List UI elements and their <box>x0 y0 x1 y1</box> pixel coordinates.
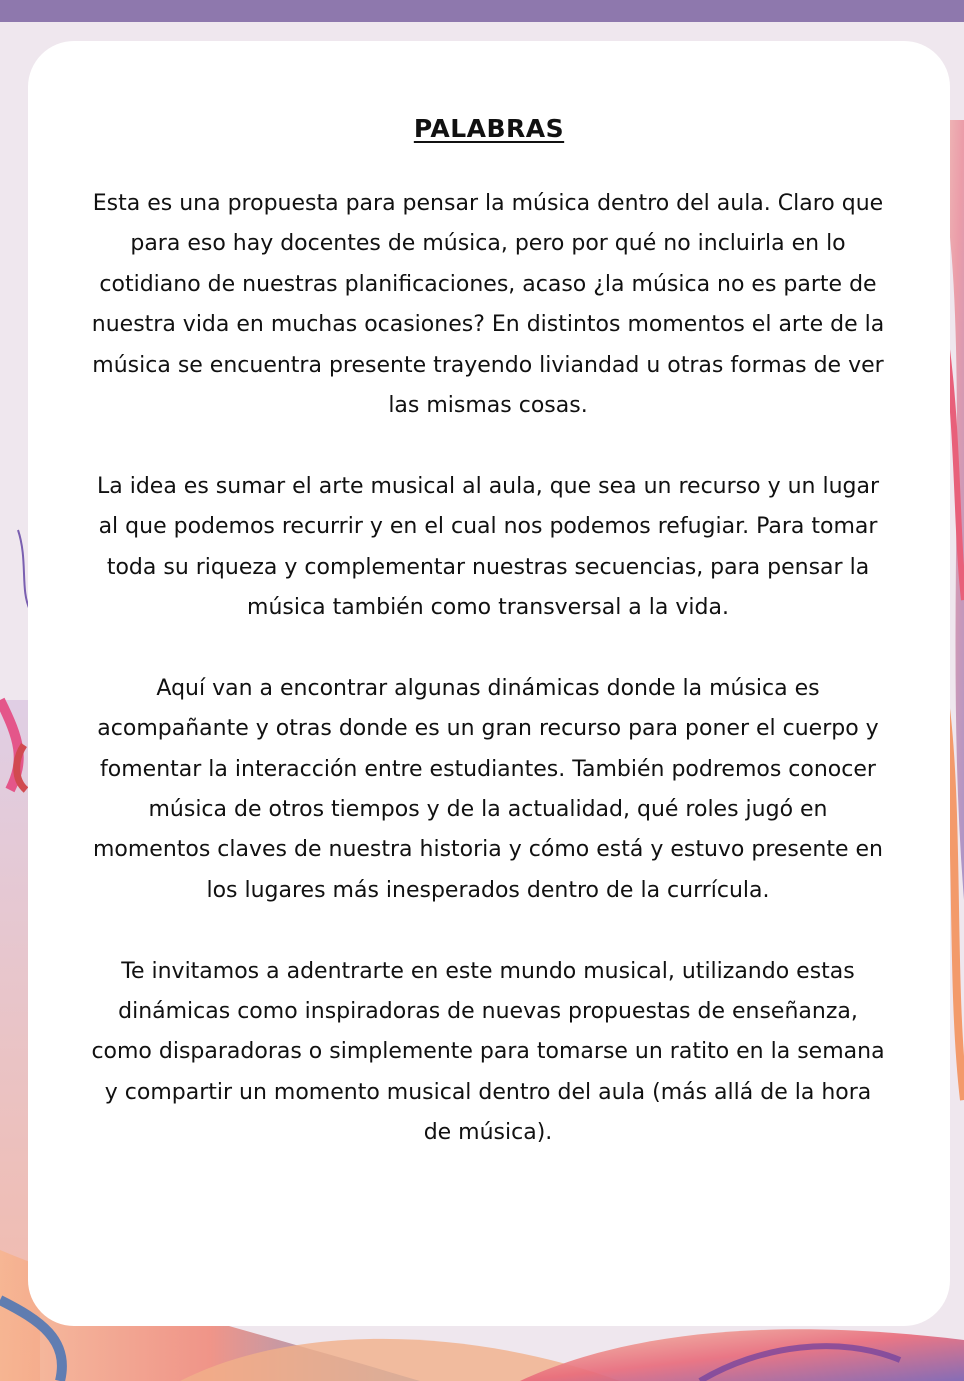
paragraph-2: La idea es sumar el arte musical al aula, que sea un recurso y un lugar al que podemos recurrir y en el cual nos podemos refugiar. Para tomar toda su riqueza y complementar nuestras secuencias, para pensar la música también como transversal a la vida. <box>96 473 880 621</box>
paragraph-1: Esta es una propuesta para pensar la música dentro del aula. Claro que para eso hay docentes de música, pero por qué no incluirla en lo cotidiano de nuestras planificaciones, acaso ¿la música no es parte de nuestra vida en muchas ocasiones? En distintos momentos el arte de la música se encuentra presente trayendo liviandad u otras formas de ver las mismas cosas. <box>91 191 885 419</box>
page-title: PALABRAS <box>413 114 565 143</box>
top-color-band <box>0 0 964 22</box>
content-card <box>28 41 950 1326</box>
paragraph-4: Te invitamos a adentrarte en este mundo musical, utilizando estas dinámicas como inspiradoras de nuevas propuestas de enseñanza, como disparadoras o simplemente para tomarse un ratito en la semana y compartir un momento musical dentro del aula (más allá de la hora de música). <box>91 958 885 1146</box>
paragraph-3: Aquí van a encontrar algunas dinámicas donde la música es acompañante y otras donde es un gran recurso para poner el cuerpo y fomentar la interacción entre estudiantes. También podremos conocer música de otros tiempos y de la actualidad, qué roles jugó en momentos claves de nuestra historia y cómo está y estuvo presente en los lugares más inesperados dentro de la currícula. <box>92 675 884 903</box>
body-text <box>88 184 888 1194</box>
